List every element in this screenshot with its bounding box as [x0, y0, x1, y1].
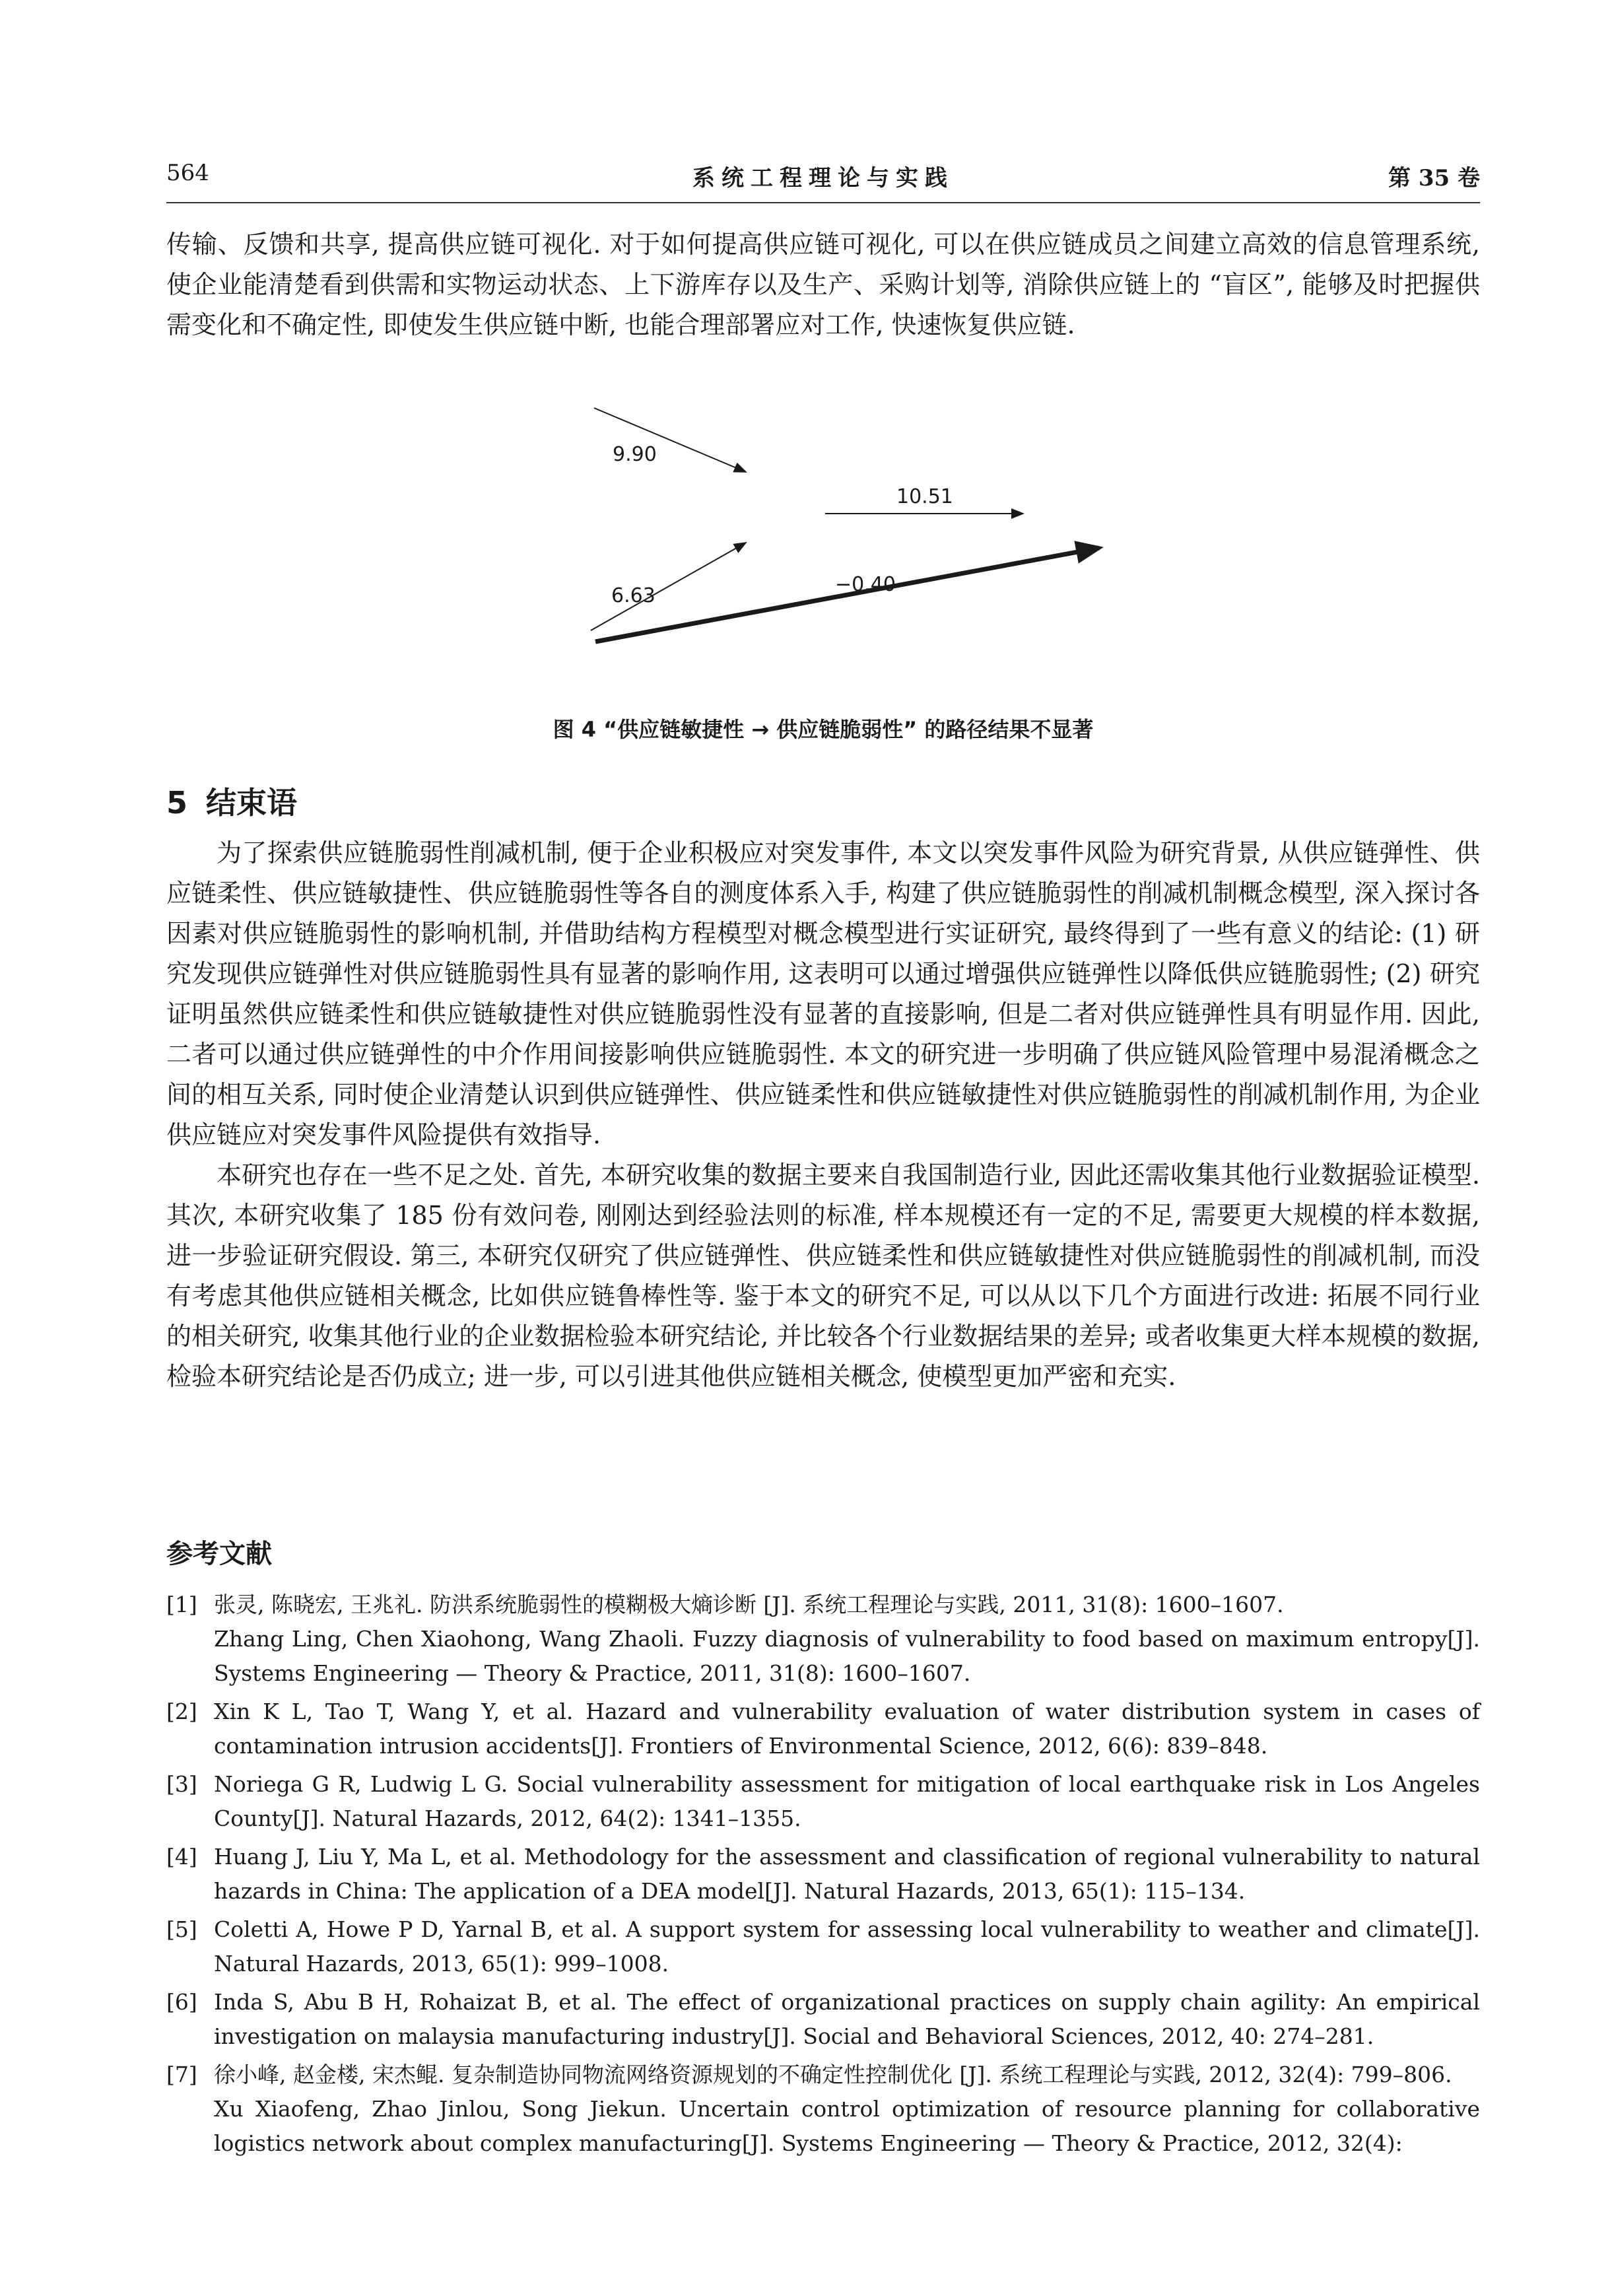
reference-text: Inda S, Abu B H, Rohaizat B, et al. The effect of organizational practices on supply chain agility: An empirical investigation on malaysia manufacturing industry[J]. Social and Behavioral Sciences, 2012, 40: 274–281. [214, 1989, 1480, 2049]
reference-item [166, 1840, 1480, 1908]
reference-number: [1] [166, 1592, 197, 1617]
reference-text: 张灵, 陈晓宏, 王兆礼. 防洪系统脆弱性的模糊极大熵诊断 [J]. 系统工程理论与实践, 2011, 31(8): 1600–1607. [214, 1592, 1284, 1617]
section-heading [166, 779, 297, 823]
running-header [166, 160, 1480, 199]
reference-number: [7] [166, 2062, 197, 2087]
volume-label: 第 35 卷 [1388, 165, 1480, 191]
path-diagram [422, 356, 1215, 687]
intro-text [166, 224, 1480, 345]
reference-item [166, 1985, 1480, 2054]
reference-text: Coletti A, Howe P D, Yarnal B, et al. A support system for assessing local vulnerability to weather and climate[J]. Natural Hazards, 2013, 65(1): 999–1008. [214, 1916, 1480, 1976]
reference-text: 徐小峰, 赵金楼, 宋杰鲲. 复杂制造协同物流网络资源规划的不确定性控制优化 [J]. 系统工程理论与实践, 2012, 32(4): 799–806. [214, 2062, 1452, 2087]
header-rule [166, 202, 1480, 203]
section-title: 结束语 [206, 785, 298, 821]
journal-title: 系统工程理论与实践 [692, 165, 954, 191]
reference-item [166, 2058, 1480, 2161]
coef-flexibility-resilience: 9.90 [613, 443, 657, 466]
page-number: 564 [166, 160, 209, 186]
reference-list [166, 1588, 1480, 2165]
path-diagram-svg [422, 356, 1215, 687]
reference-number: [6] [166, 1989, 197, 2015]
reference-number: [2] [166, 1699, 197, 1724]
section-number: 5 [166, 785, 188, 821]
reference-text: Huang J, Liu Y, Ma L, et al. Methodology for the assessment and classification of regional vulnerability to natural hazards in China: The application of a DEA model[J]. Natural Hazards, 2013, 65(1): 115–134. [214, 1844, 1480, 1904]
paragraph-2: 本研究也存在一些不足之处. 首先, 本研究收集的数据主要来自我国制造行业, 因此还需收集其他行业数据验证模型. 其次, 本研究收集了 185 份有效问卷, 刚刚达到经验法则的标准, 样本规模还有一定的不足, 需要更大规模的样本数据, 进一步验证研究假设. 第三, 本研究仅研究了供应链弹性、供应链柔性和供应链敏捷性对供应链脆弱性的削减机制, 而没有考虑其他供应链相关概念, 比如供应链鲁棒性等. 鉴于本文的研究不足, 可以从以下几个方面进行改进: 拓展不同行业的相关研究, 收集其他行业的企业数据检验本研究结论, 并比较各个行业数据结果的差异; 或者收集更大样本规模的数据, 检验本研究结论是否仍成立; 进一步, 可以引进其他供应链相关概念, 使模型更加严密和充实. [166, 1161, 1480, 1391]
paragraph-1: 为了探索供应链脆弱性削减机制, 便于企业积极应对突发事件, 本文以突发事件风险为研究背景, 从供应链弹性、供应链柔性、供应链敏捷性、供应链脆弱性等各自的测度体系入手, 构建了供应链脆弱性的削减机制概念模型, 深入探讨各因素对供应链脆弱性的影响机制, 并借助结构方程模型对概念模型进行实证研究, 最终得到了一些有意义的结论: (1) 研究发现供应链弹性对供应链脆弱性具有显著的影响作用, 这表明可以通过增强供应链弹性以降低供应链脆弱性; (2) 研究证明虽然供应链柔性和供应链敏捷性对供应链脆弱性没有显著的直接影响, 但是二者对供应链弹性具有明显作用. 因此, 二者可以通过供应链弹性的中介作用间接影响供应链脆弱性. 本文的研究进一步明确了供应链风险管理中易混淆概念之间的相互关系, 同时使企业清楚认识到供应链弹性、供应链柔性和供应链敏捷性对供应链脆弱性的削减机制作用, 为企业供应链应对突发事件风险提供有效指导. [166, 838, 1480, 1149]
reference-number: [5] [166, 1916, 197, 1942]
reference-number: [3] [166, 1771, 197, 1797]
reference-text: Noriega G R, Ludwig L G. Social vulnerability assessment for mitigation of local earthquake risk in Los Angeles County[J]. Natural Hazards, 2012, 64(2): 1341–1355. [214, 1771, 1480, 1831]
reference-text-en: Xu Xiaofeng, Zhao Jinlou, Song Jiekun. Uncertain control optimization of resource planning for collaborative logistics network about complex manufacturing[J]. Systems Engineering — Theory & Practice, 2012, 32(4): [214, 2096, 1480, 2156]
conclusion-text [166, 833, 1480, 1397]
references-heading: 参考文献 [166, 1539, 272, 1569]
coef-agility-resilience: 6.63 [611, 584, 655, 607]
reference-text: Xin K L, Tao T, Wang Y, et al. Hazard and vulnerability evaluation of water distribution system in cases of contamination intrusion accidents[J]. Frontiers of Environmental Science, 2012, 6(6): 839–848. [214, 1699, 1480, 1759]
reference-text-en: Zhang Ling, Chen Xiaohong, Wang Zhaoli. Fuzzy diagnosis of vulnerability to food based on maximum entropy[J]. Systems Engineering — Theory & Practice, 2011, 31(8): 1600–1607. [214, 1626, 1480, 1686]
reference-item [166, 1695, 1480, 1763]
reference-number: [4] [166, 1844, 197, 1870]
figure-caption: 图 4 “供应链敏捷性 → 供应链脆弱性” 的路径结果不显著 [553, 717, 1094, 742]
coef-resilience-vulnerability: 10.51 [896, 485, 953, 508]
reference-item [166, 1912, 1480, 1981]
coef-agility-vulnerability: −0.40 [835, 573, 896, 596]
reference-item [166, 1767, 1480, 1836]
intro-paragraph: 传输、反馈和共享, 提高供应链可视化. 对于如何提高供应链可视化, 可以在供应链成员之间建立高效的信息管理系统, 使企业能清楚看到供需和实物运动状态、上下游库存以及生产、采购计划等, 消除供应链上的 “盲区”, 能够及时把握供需变化和不确定性, 即使发生供应链中断, 也能合理部署应对工作, 快速恢复供应链. [166, 230, 1480, 339]
reference-item [166, 1588, 1480, 1691]
